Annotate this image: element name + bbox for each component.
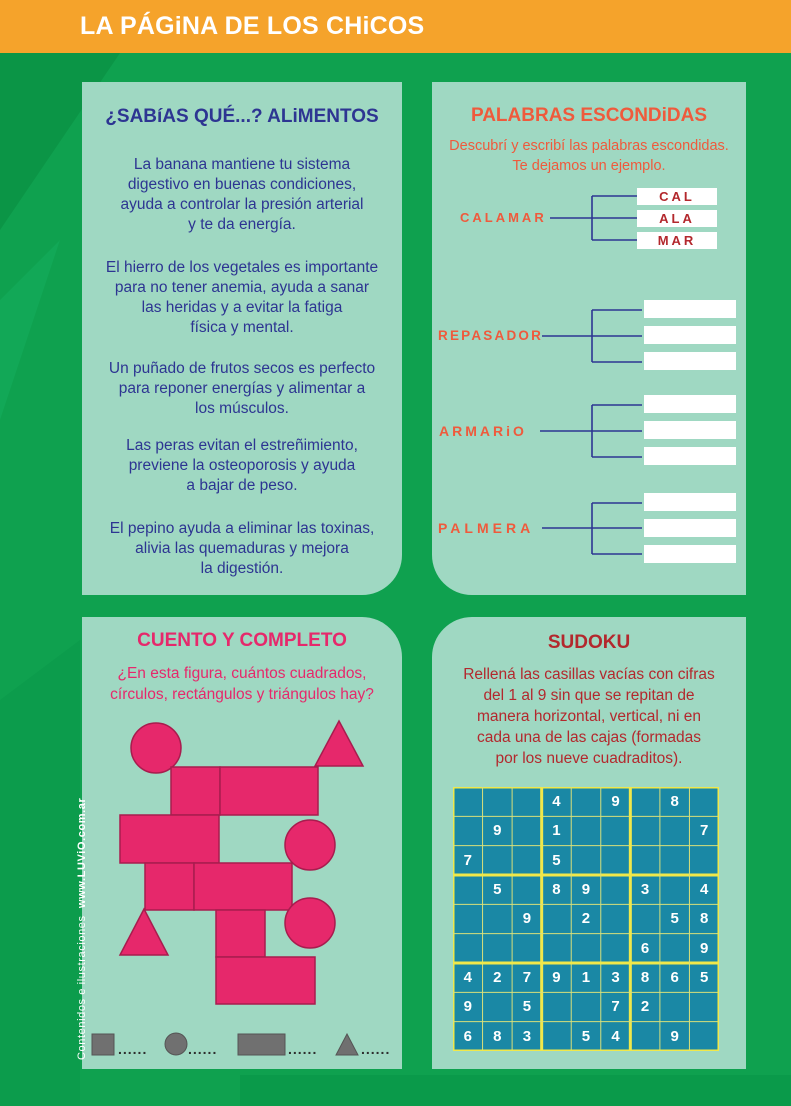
subtitle-line: círculos, rectángulos y triángulos hay? [110,686,374,703]
triangle-count-blank[interactable]: ...... [361,1041,391,1057]
sudoku-given-cell: 2 [640,998,650,1016]
subtitle-line: Descubrí y escribí las palabras escondidas. [449,138,729,154]
sudoku-empty-cell[interactable] [453,816,483,845]
answer-box[interactable] [644,352,736,370]
sudoku-empty-cell[interactable] [483,934,513,963]
square-shape [171,767,220,815]
fact-line: la digestión. [200,560,284,577]
square-shape [145,863,194,910]
sudoku-given-cell: 5 [670,910,679,928]
sudoku-given-cell: 9 [700,939,709,957]
answer-box[interactable] [644,395,736,413]
fact-line: alivia las quemaduras y mejora [135,540,349,557]
sudoku-empty-cell[interactable] [512,787,542,816]
sudoku-given-cell: 3 [640,881,650,898]
triangle-shape [120,909,168,955]
fact-line: digestivo en buenas condiciones, [127,176,357,193]
sudoku-empty-cell[interactable] [571,934,601,963]
example-answer: CAL [637,188,717,205]
sudoku-empty-cell[interactable] [512,816,542,845]
fact-line: previene la osteoporosis y ayuda [128,457,356,474]
sudoku-empty-cell[interactable] [601,816,631,845]
fact-line: para no tener anemia, ayuda a sanar [114,279,370,296]
sudoku-given-cell: 3 [522,1027,532,1045]
puzzle-word: PALMERA [438,520,535,536]
sudoku-empty-cell[interactable] [660,875,690,904]
sudoku-given-cell: 5 [493,881,502,898]
triangle-icon [336,1034,358,1055]
example-answer: ALA [637,210,717,227]
header-bar [0,0,791,53]
sudoku-given-cell: 9 [552,969,561,986]
rectangle-icon [238,1034,285,1055]
circle-shape [131,723,181,773]
sudoku-given-cell: 8 [493,1027,502,1045]
sudoku-grid [453,787,719,1051]
fact-line: a bajar de peso. [186,477,298,494]
sudoku-given-cell: 9 [463,998,472,1016]
sudoku-given-cell: 2 [581,910,591,928]
sudoku-empty-cell[interactable] [453,787,483,816]
triangle-shape [315,721,363,766]
instruction-line: cada una de las cajas (formadas [476,729,702,746]
instruction-line: Rellená las casillas vacías con cifras [463,666,715,683]
fact-line: física y mental. [190,319,294,336]
rectangle-shape [120,815,219,863]
credits-prefix: Contenidos e ilustraciones [76,915,88,1060]
page-title: LA PÁGiNA DE LOS CHiCOS [80,12,425,40]
sudoku-given-cell: 7 [700,822,709,840]
subtitle-line: ¿En esta figura, cuántos cuadrados, [117,665,367,682]
subtitle-line: Te dejamos un ejemplo. [512,158,666,174]
sudoku-given-cell: 9 [611,793,620,810]
sudoku-empty-cell[interactable] [483,846,513,875]
sudoku-empty-cell[interactable] [512,934,542,963]
fact-hierro [82,258,402,338]
fact-line: ayuda a controlar la presión arterial [120,196,364,213]
sudoku-empty-cell[interactable] [512,846,542,875]
sudoku-empty-cell[interactable] [453,934,483,963]
sudoku-empty-cell[interactable] [660,816,690,845]
sudoku-title: SUDOKU [547,632,631,653]
circle-count-blank[interactable]: ...... [188,1041,218,1057]
sudoku-empty-cell[interactable] [601,934,631,963]
sudoku-instructions [432,664,746,769]
rectangle-shape [216,957,315,1004]
sudoku-given-cell: 6 [640,939,650,957]
sudoku-given-cell: 8 [700,910,709,928]
sudoku-empty-cell[interactable] [689,787,719,816]
sudoku-empty-cell[interactable] [630,846,660,875]
instruction-line: manera horizontal, vertical, ni en [476,708,701,725]
answer-box[interactable] [644,326,736,344]
sudoku-given-cell: 4 [611,1027,620,1045]
answer-box[interactable] [644,447,736,465]
sudoku-given-cell: 4 [463,969,472,986]
circle-shape [285,898,335,948]
sudoku-given-cell: 7 [522,969,532,986]
sudoku-empty-cell[interactable] [483,787,513,816]
sudoku-given-cell: 8 [670,793,679,810]
sudoku-empty-cell[interactable] [630,1022,660,1051]
facts-title: ¿SABíAS QUÉ...? ALiMENTOS [105,106,379,127]
sudoku-empty-cell[interactable] [483,904,513,933]
sudoku-empty-cell[interactable] [542,1022,572,1051]
sudoku-empty-cell[interactable] [630,904,660,933]
fact-frutos-secos [82,359,402,419]
sudoku-given-cell: 5 [581,1027,591,1045]
fact-pepino [82,519,402,579]
sudoku-given-cell: 9 [581,881,591,898]
sudoku-given-cell: 2 [493,969,502,986]
instruction-line: del 1 al 9 sin que se repitan de [483,687,695,704]
fact-line: los músculos. [195,400,289,417]
count-shapes-panel [82,617,402,1069]
sudoku-empty-cell[interactable] [630,816,660,845]
square-icon [92,1034,114,1055]
instruction-line: por los nueve cuadraditos). [495,750,683,767]
fact-line: El hierro de los vegetales es importante [105,259,379,276]
sudoku-empty-cell[interactable] [483,992,513,1021]
sudoku-empty-cell[interactable] [689,992,719,1021]
sudoku-empty-cell[interactable] [571,846,601,875]
sudoku-empty-cell[interactable] [601,846,631,875]
fact-line: Las peras evitan el estreñimiento, [126,437,358,454]
fact-banana [82,155,402,235]
sudoku-empty-cell[interactable] [660,846,690,875]
sudoku-empty-cell[interactable] [542,934,572,963]
answer-box[interactable] [644,519,736,537]
sudoku-empty-cell[interactable] [571,816,601,845]
answer-box[interactable] [644,545,736,563]
credits-site: www.LUViO.com.ar [76,797,88,909]
sudoku-given-cell: 8 [640,969,650,986]
sudoku-empty-cell[interactable] [689,1022,719,1051]
fact-line: El pepino ayuda a eliminar las toxinas, [109,520,375,537]
sudoku-empty-cell[interactable] [660,934,690,963]
sudoku-given-cell: 9 [670,1027,679,1045]
sudoku-given-cell: 5 [522,998,532,1016]
sudoku-empty-cell[interactable] [601,875,631,904]
sudoku-empty-cell[interactable] [630,787,660,816]
fact-line: y te da energía. [188,216,296,233]
puzzle-word: REPASADOR [438,328,544,343]
circle-icon [165,1033,187,1055]
sudoku-empty-cell[interactable] [660,992,690,1021]
sudoku-given-cell: 4 [700,881,709,898]
sudoku-empty-cell[interactable] [453,875,483,904]
sudoku-given-cell: 4 [552,793,561,810]
hidden-words-title: PALABRAS ESCONDiDAS [470,105,708,126]
sudoku-given-cell: 8 [552,881,561,898]
sudoku-given-cell: 9 [522,910,532,928]
sudoku-given-cell: 9 [493,822,502,840]
sudoku-given-cell: 7 [463,851,472,869]
sudoku-given-cell: 3 [611,969,620,986]
rectangle-count-blank[interactable]: ...... [288,1041,318,1057]
sudoku-empty-cell[interactable] [453,904,483,933]
sudoku-given-cell: 5 [552,851,561,869]
hidden-words-panel [432,82,746,595]
fact-line: las heridas y a evitar la fatiga [141,299,343,316]
fact-line: para reponer energías y alimentar a [118,380,366,397]
sudoku-given-cell: 7 [611,998,620,1016]
fact-peras [82,436,402,496]
sudoku-empty-cell[interactable] [571,992,601,1021]
answer-box[interactable] [644,300,736,318]
facts-panel [82,82,402,595]
fact-line: La banana mantiene tu sistema [133,156,351,173]
example-word: CALAMAR [460,210,547,225]
count-title: CUENTO Y COMPLETO [137,630,347,651]
sudoku-empty-cell[interactable] [689,846,719,875]
square-shape [216,910,265,957]
rectangle-shape [194,863,292,910]
sudoku-empty-cell[interactable] [542,904,572,933]
sudoku-empty-cell[interactable] [542,992,572,1021]
puzzle-word: ARMARiO [439,423,527,439]
sudoku-given-cell: 5 [700,969,709,986]
sudoku-given-cell: 1 [552,822,561,840]
example-answer: MAR [637,232,717,249]
shapes-figure [82,617,402,1069]
sudoku-given-cell: 6 [670,969,679,986]
sudoku-empty-cell[interactable] [601,904,631,933]
sudoku-empty-cell[interactable] [512,875,542,904]
sudoku-empty-cell[interactable] [571,787,601,816]
rectangle-shape [220,767,318,815]
answer-box[interactable] [644,421,736,439]
sudoku-given-cell: 6 [463,1027,472,1045]
square-count-blank[interactable]: ...... [118,1041,148,1057]
sudoku-given-cell: 1 [581,969,591,986]
fact-line: Un puñado de frutos secos es perfecto [108,360,376,377]
answer-box[interactable] [644,493,736,511]
credits-text [76,798,88,1060]
